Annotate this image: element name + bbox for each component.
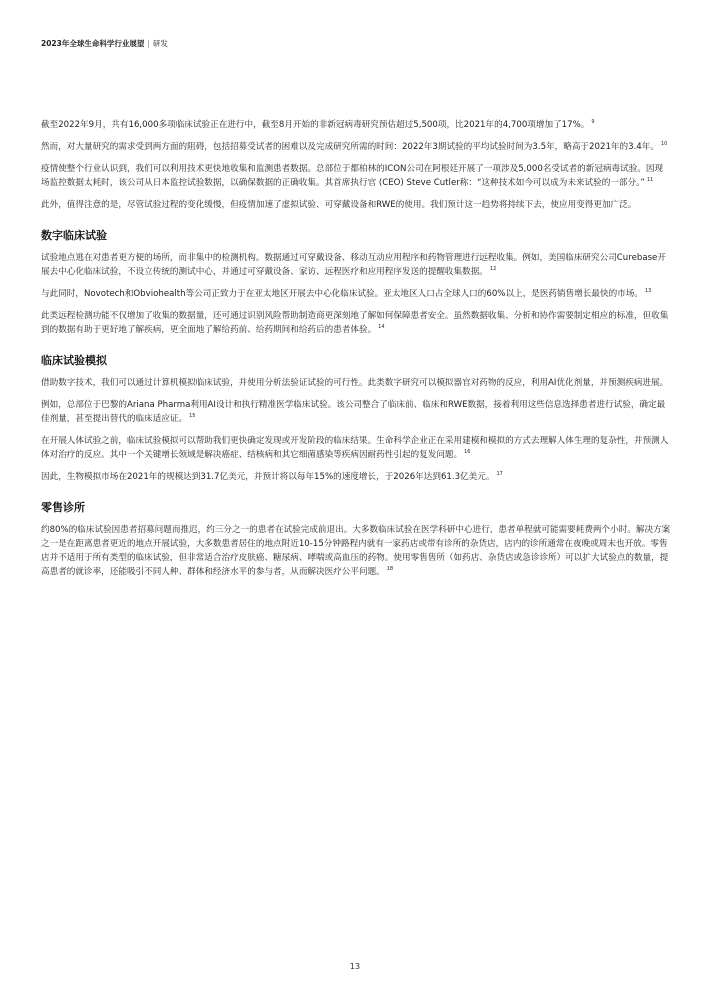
body-paragraph: 因此，生物模拟市场在2021年的规模达到31.7亿美元，并预计将以每年15%的速度增长，于2026年达到61.3亿美元。 $^{17}$ <box>41 471 503 482</box>
page-number: 13 <box>349 962 361 971</box>
body-paragraph: 与此同时，Novotech和Obviohealth等公司正致力于在亚太地区开展去中心化临床试验。亚太地区人口占全球人口的60%以上，是医药销售增长最快的市场。 $^{13}$ <box>41 288 652 299</box>
body-paragraph: 在开展人体试验之前，临床试验模拟可以帮助我们更快确定发现或开发阶段的临床结果。生命科学企业正在采用建模和模拟的方式去理解人体生理的复杂性，并预测人体对治疗的反应。其中一个关键增长领域是解决癌症、结核病和其它细菌感染等疾病因耐药性引起的复发问题。 $^{16}$ <box>41 436 669 460</box>
footnote-ref: 14 <box>378 324 385 331</box>
footnote-ref: 18 <box>386 566 394 573</box>
footnote-ref: 9 <box>591 119 595 126</box>
footnote-ref: 16 <box>464 449 471 456</box>
page-header <box>41 38 168 49</box>
body-paragraph: 例如，总部位于巴黎的Ariana Pharma利用AI设计和执行精准医学临床试验。该公司整合了临床前、临床和RWE数据，接着利用这些信息选择患者进行试验，确定最佳剂量，甚至提出替代的临床适应证。 $^{15}$ <box>41 400 666 424</box>
section-heading-digital-trials: 数字临床试验 <box>41 229 107 242</box>
intro-paragraph: 此外，值得注意的是，尽管试验过程的变化缓慢，但疫情加速了虚拟试验、可穿戴设备和RWE的使用。我们预计这一趋势将持续下去，使应用变得更加广泛。 <box>41 200 637 210</box>
section-heading-retail-clinics: 零售诊所 <box>41 501 85 514</box>
footnote-ref: 17 <box>496 471 503 478</box>
section-heading-trial-simulation: 临床试验模拟 <box>41 354 107 367</box>
intro-paragraph: 截至2022年9月，共有16,000多项临床试验正在进行中，截至8月开始的非新冠病毒研究预估超过5,500项，比2021年的4,700项增加了17%。 $^9$ <box>41 119 595 130</box>
body-paragraph: 此类远程检测功能不仅增加了收集的数据量，还可通过识别风险帮助制造商更深刻地了解如何保障患者安全。虽然数据收集、分析和协作需要制定相应的标准，但收集到的数据有助于更好地了解疾病，更全面地了解给药前、给药期间和给药后的患者体验。 $^{14}$ <box>41 311 669 335</box>
body-paragraph: 试验地点逃在对患者更方便的场所，而非集中的检测机构。数据通过可穿戴设备、移动互动应用程序和药物管理进行远程收集。例如，美国临床研究公司Curebase开展去中心化临床试验，不设立传统的测试中心，并通过可穿戴设备、家访、远程医疗和应用程序发送的提醒收集数据。 $^{12}$ <box>41 253 666 277</box>
footnote-ref: 12 <box>489 266 497 273</box>
intro-paragraph: 疫情使整个行业认识到，我们可以利用技术更快地收集和监测患者数据。总部位于都柏林的ICON公司在阿根廷开展了一项涉及5,000名受试者的新冠病毒试验。因现场监控数据太耗时，该公司从日本监控试验数据，以确保数据的正确收集。其首席执行官 (CEO) Steve Cutler称：“这种技术如今可以成为未来试验的一部分。” $^{11}$ <box>41 164 664 188</box>
report-title: 2023年全球生命科学行业展望 <box>41 39 145 48</box>
footnote-ref: 13 <box>644 288 652 295</box>
intro-paragraph: 然而，对大量研究的需求受到两方面的阻碍，包括招募受试者的困难以及完成研究所需的时间：2022年3期试验的平均试验时间为3.5年，略高于2021年的3.4年。 $^{10}$ <box>41 141 668 152</box>
footnote-ref: 10 <box>660 141 668 148</box>
body-paragraph: 约80%的临床试验因患者招募问题而推迟，约三分之一的患者在试验完成前退出。大多数临床试验在医学科研中心进行，患者单程就可能需要耗费两个小时。解决方案之一是在距离患者更近的地点开展试验，大多数患者居住的地点附近10-15分钟路程内就有一家药店或带有诊所的杂货店，店内的诊所通常在夜晚或周末也开放。零售店并不适用于所有类型的临床试验，但非常适合治疗皮肤癌、糖尿病、哮喘或高血压的药物。使用零售售所（如药店、杂货店或急诊诊所）可以扩大试验点的数量，提高患者的就诊率，还能吸引不同人种、群体和经济水平的参与者，从而解决医疗公平问题。 $^{18}$ <box>41 525 671 577</box>
section-label: 研发 <box>152 39 168 48</box>
header-separator: | <box>147 39 150 48</box>
footnote-ref: 15 <box>189 413 196 420</box>
article-body <box>41 118 671 587</box>
footnote-ref: 11 <box>646 177 654 184</box>
body-paragraph: 借助数字技术，我们可以通过计算机模拟临床试验，并使用分析法验证试验的可行性。此类数字研究可以模拟器官对药物的反应，利用AI优化剂量，并预测疾病进展。 <box>41 378 669 388</box>
